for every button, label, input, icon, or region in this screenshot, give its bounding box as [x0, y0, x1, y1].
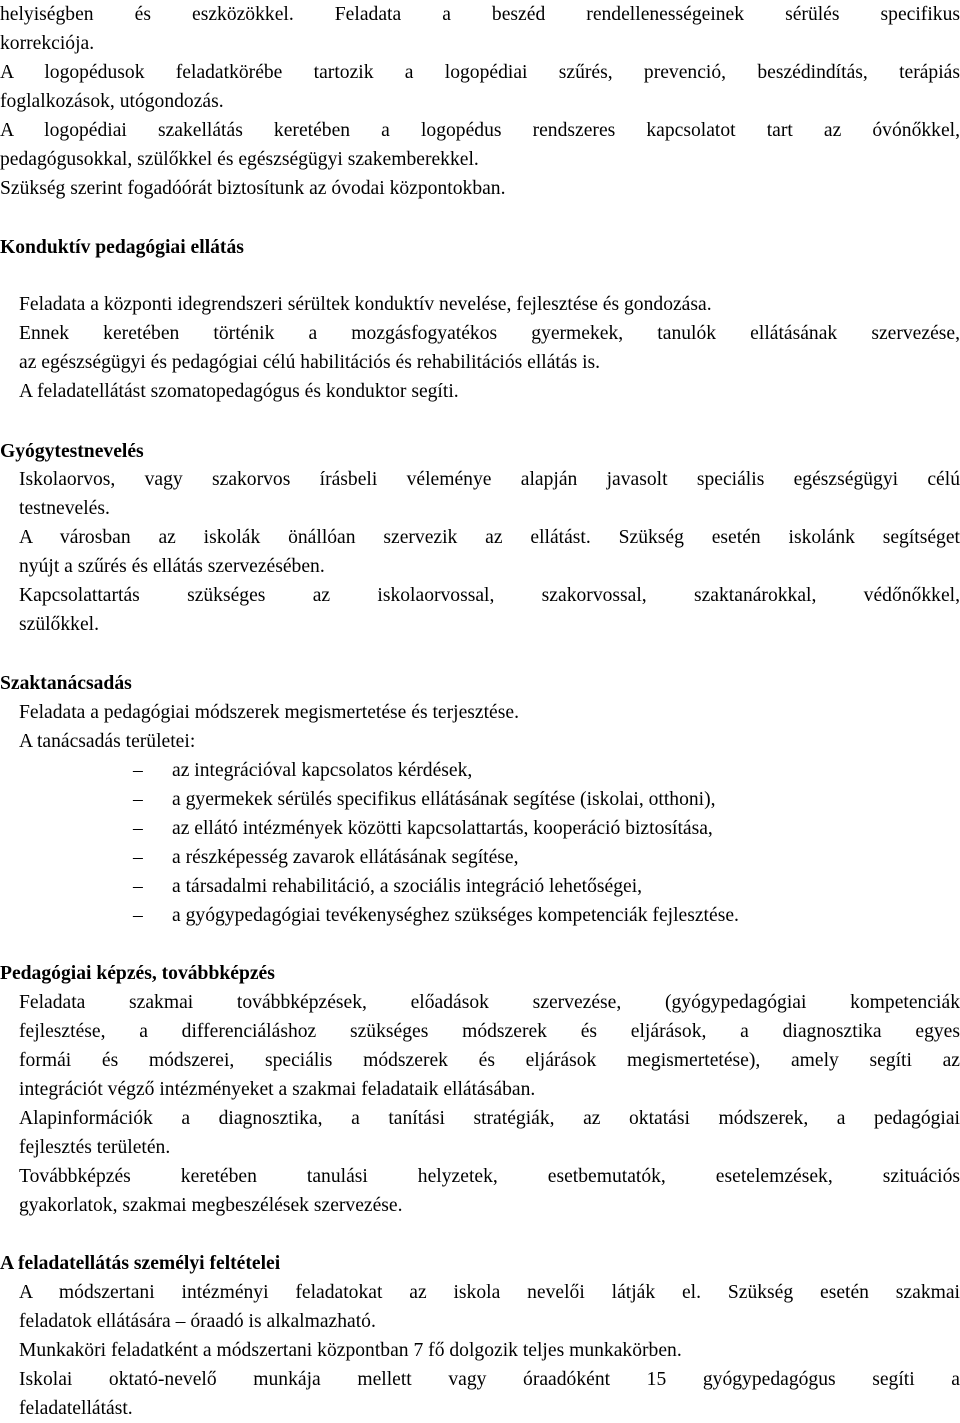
text-line: A feladatellátást szomatopedagógus és konduktor segíti.: [19, 381, 459, 402]
text-line: Feladata a pedagógiai módszerek megismertetése és terjesztése.: [19, 702, 519, 723]
list-item: [0, 843, 960, 872]
section-heading: A feladatellátás személyi feltételei: [0, 1253, 281, 1274]
konduktiv-section: [0, 233, 960, 262]
list-item: [0, 785, 960, 814]
text-line: foglalkozások, utógondozás.: [0, 91, 224, 112]
list-item: [0, 901, 960, 930]
text-line: A módszertani intézményi feladatokat az iskola nevelői látják el. Szükség esetén szakmai: [19, 1282, 960, 1303]
dash-bullet: –: [133, 905, 143, 926]
text-line: fejlesztés területén.: [19, 1137, 171, 1158]
text-line: formái és módszerei, speciális módszerek és eljárások megismertetése), amely segíti az: [19, 1050, 960, 1071]
dash-bullet: –: [133, 760, 143, 781]
kepzes-body: [0, 988, 960, 1220]
text-line: korrekciója.: [0, 33, 95, 54]
tanacsadas-list: [0, 756, 960, 930]
dash-bullet: –: [133, 818, 143, 839]
kepzes-section: [0, 959, 960, 988]
szemelyi-body: [0, 1278, 960, 1423]
intro-section: [0, 0, 960, 203]
dash-bullet: –: [133, 789, 143, 810]
section-heading: Szaktanácsadás: [0, 673, 132, 694]
section-heading: Gyógytestnevelés: [0, 441, 144, 462]
text-line: integrációt végző intézményeket a szakmai feladataik ellátásában.: [19, 1079, 536, 1100]
text-line: Feladata a központi idegrendszeri sérültek konduktív nevelése, fejlesztése és gondozása.: [19, 294, 712, 315]
text-line: Munkaköri feladatként a módszertani központban 7 fő dolgozik teljes munkakörben.: [19, 1340, 682, 1361]
gyogytestneveles-body: [0, 465, 960, 639]
text-line: nyújt a szűrés és ellátás szervezésében.: [19, 556, 325, 577]
gyogytestneveles-section: [0, 437, 960, 466]
text-line: Iskolai oktató-nevelő munkája mellett vagy óraadóként 15 gyógypedagógus segíti a: [19, 1369, 960, 1390]
text-line: Szükség szerint fogadóórát biztosítunk az óvodai központokban.: [0, 178, 506, 199]
text-line: Továbbképzés keretében tanulási helyzetek, esetbemutatók, esetelemzések, szituációs: [19, 1166, 960, 1187]
text-line: feladatellátást.: [19, 1398, 133, 1419]
list-item: [0, 756, 960, 785]
text-line: feladatok ellátására – óraadó is alkalmazható.: [19, 1311, 376, 1332]
text-line: Iskolaorvos, vagy szakorvos írásbeli véleménye alapján javasolt speciális egészségügyi célú: [19, 469, 960, 490]
szaktanacsadas-section: [0, 669, 960, 698]
list-item: [0, 814, 960, 843]
text-line: A tanácsadás területei:: [19, 731, 196, 752]
text-line: A logopédusok feladatkörébe tartozik a logopédiai szűrés, prevenció, beszédindítás, terápiás: [0, 62, 960, 83]
text-line: pedagógusokkal, szülőkkel és egészségügyi szakemberekkel.: [0, 149, 479, 170]
text-line: fejlesztése, a differenciáláshoz szükséges módszerek és eljárások, a diagnosztika egyes: [19, 1021, 960, 1042]
section-heading: Konduktív pedagógiai ellátás: [0, 237, 244, 258]
text-line: gyakorlatok, szakmai megbeszélések szervezése.: [19, 1195, 403, 1216]
text-line: Alapinformációk a diagnosztika, a tanítási stratégiák, az oktatási módszerek, a pedagógiai: [19, 1108, 960, 1129]
text-line: A logopédiai szakellátás keretében a logopédus rendszeres kapcsolatot tart az óvónőkkel,: [0, 120, 960, 141]
list-item-text: a gyermekek sérülés specifikus ellátásának segítése (iskolai, otthoni),: [172, 789, 716, 810]
text-line: szülőkkel.: [19, 614, 99, 635]
text-line: az egészségügyi és pedagógiai célú habilitációs és rehabilitációs ellátás is.: [19, 352, 601, 373]
list-item-text: a részképesség zavarok ellátásának segítése,: [172, 847, 519, 868]
konduktiv-body: [0, 290, 960, 406]
szemelyi-section: [0, 1249, 960, 1278]
text-line: testnevelés.: [19, 498, 110, 519]
szaktanacsadas-body: [0, 698, 960, 756]
text-line: Ennek keretében történik a mozgásfogyatékos gyermekek, tanulók ellátásának szervezése,: [19, 323, 960, 344]
text-line: helyiségben és eszközökkel. Feladata a beszéd rendellenességeinek sérülés specifikus: [0, 4, 960, 25]
dash-bullet: –: [133, 847, 143, 868]
text-line: Kapcsolattartás szükséges az iskolaorvossal, szakorvossal, szaktanárokkal, védőnőkkel,: [19, 585, 960, 606]
text-line: A városban az iskolák önállóan szervezik az ellátást. Szükség esetén iskolánk segítséget: [19, 527, 960, 548]
section-heading: Pedagógiai képzés, továbbképzés: [0, 963, 275, 984]
list-item: [0, 872, 960, 901]
list-item-text: a gyógypedagógiai tevékenységhez szükséges kompetenciák fejlesztése.: [172, 905, 739, 926]
dash-bullet: –: [133, 876, 143, 897]
list-item-text: az integrációval kapcsolatos kérdések,: [172, 760, 473, 781]
text-line: Feladata szakmai továbbképzések, előadások szervezése, (gyógypedagógiai kompetenciák: [19, 992, 960, 1013]
list-item-text: az ellátó intézmények közötti kapcsolattartás, kooperáció biztosítása,: [172, 818, 713, 839]
list-item-text: a társadalmi rehabilitáció, a szociális integráció lehetőségei,: [172, 876, 643, 897]
